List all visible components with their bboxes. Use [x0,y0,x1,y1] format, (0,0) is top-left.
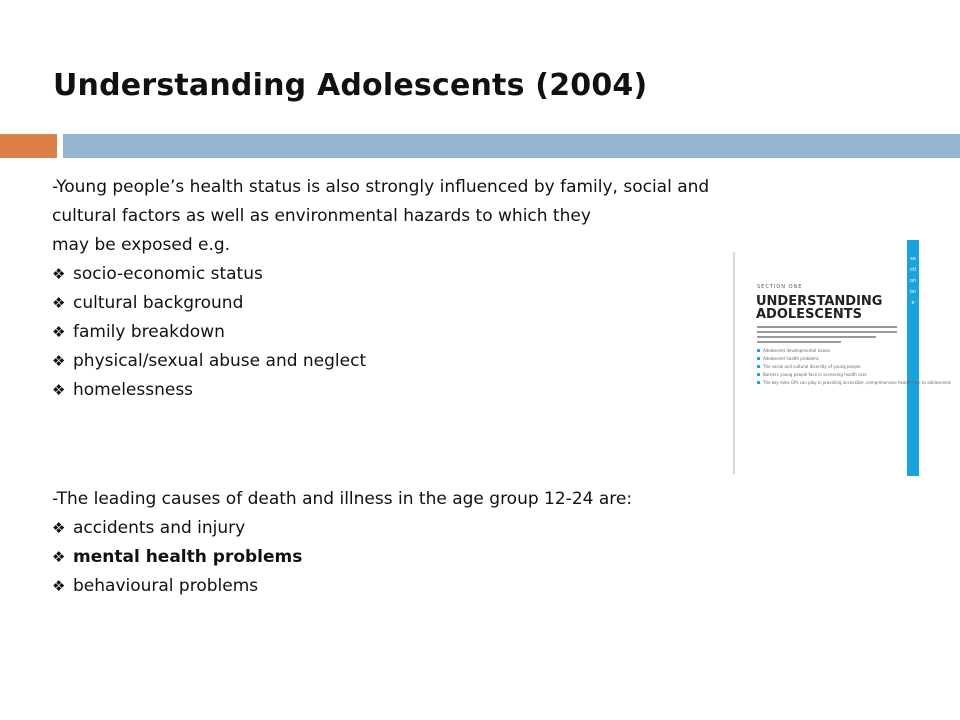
text-line: may be exposed e.g. [52,235,231,255]
diamond-bullet-icon: ❖ [52,294,66,312]
bullet-item [52,318,812,347]
diamond-bullet-icon: ❖ [52,352,66,370]
stripe-label: section one [909,256,917,306]
text-line: cultural factors as well as environmental hazards to which they [52,206,591,226]
section-family-factors [52,173,812,405]
doc-intro-lines [757,326,897,346]
doc-text-line [757,331,897,333]
bullet-item [52,572,812,601]
bullet-item-highlighted [52,543,812,572]
accent-bar [0,134,57,158]
doc-item-list [757,347,952,387]
bullet-text: family breakdown [73,322,225,342]
doc-list-item: Adolescent developmental issues [757,347,897,354]
bullet-item [52,514,812,543]
square-bullet-icon [757,357,760,360]
diamond-bullet-icon: ❖ [52,577,66,595]
square-bullet-icon [757,373,760,376]
text-line: -The leading causes of death and illness in the age group 12-24 are: [52,489,633,509]
bullet-text: cultural background [73,293,244,313]
bullet-text: homelessness [73,380,194,400]
title-underline-bar [63,134,960,158]
bullet-text: socio-economic status [73,264,263,284]
bullet-text: physical/sexual abuse and neglect [73,351,367,371]
doc-list-item: Barriers young people face in accessing health care [757,371,897,378]
square-bullet-icon [757,381,760,384]
doc-text-line [757,326,897,328]
bullet-text: accidents and injury [73,518,246,538]
doc-list-item: Adolescent health problems [757,355,897,362]
diamond-bullet-icon: ❖ [52,381,66,399]
diamond-bullet-icon: ❖ [52,323,66,341]
text-line: -Young people’s health status is also strongly influenced by family, social and [52,177,710,197]
doc-text-line [757,336,876,338]
doc-title-line: UNDERSTANDING [756,294,883,309]
bullet-text: mental health problems [73,547,303,567]
square-bullet-icon [757,349,760,352]
doc-text-line [757,341,841,343]
slide-title: Understanding Adolescents (2004) [53,68,648,103]
bullet-item [52,347,812,376]
section-leading-causes [52,485,812,601]
bullet-item [52,376,812,405]
square-bullet-icon [757,365,760,368]
bullet-item [52,289,812,318]
diamond-bullet-icon: ❖ [52,519,66,537]
doc-list-item: The social and cultural diversity of young people [757,363,897,370]
bullet-item [52,260,812,289]
document-thumbnail [733,240,952,476]
diamond-bullet-icon: ❖ [52,548,66,566]
bullet-text: behavioural problems [73,576,259,596]
doc-section-label: SECTION ONE [757,284,803,290]
doc-list-item: The key roles GPs can play in providing accessible, comprehensive health care to adolescents [757,379,897,386]
doc-title [756,295,906,321]
doc-title-line: ADOLESCENTS [756,307,862,322]
diamond-bullet-icon: ❖ [52,265,66,283]
page-edge [733,252,735,474]
